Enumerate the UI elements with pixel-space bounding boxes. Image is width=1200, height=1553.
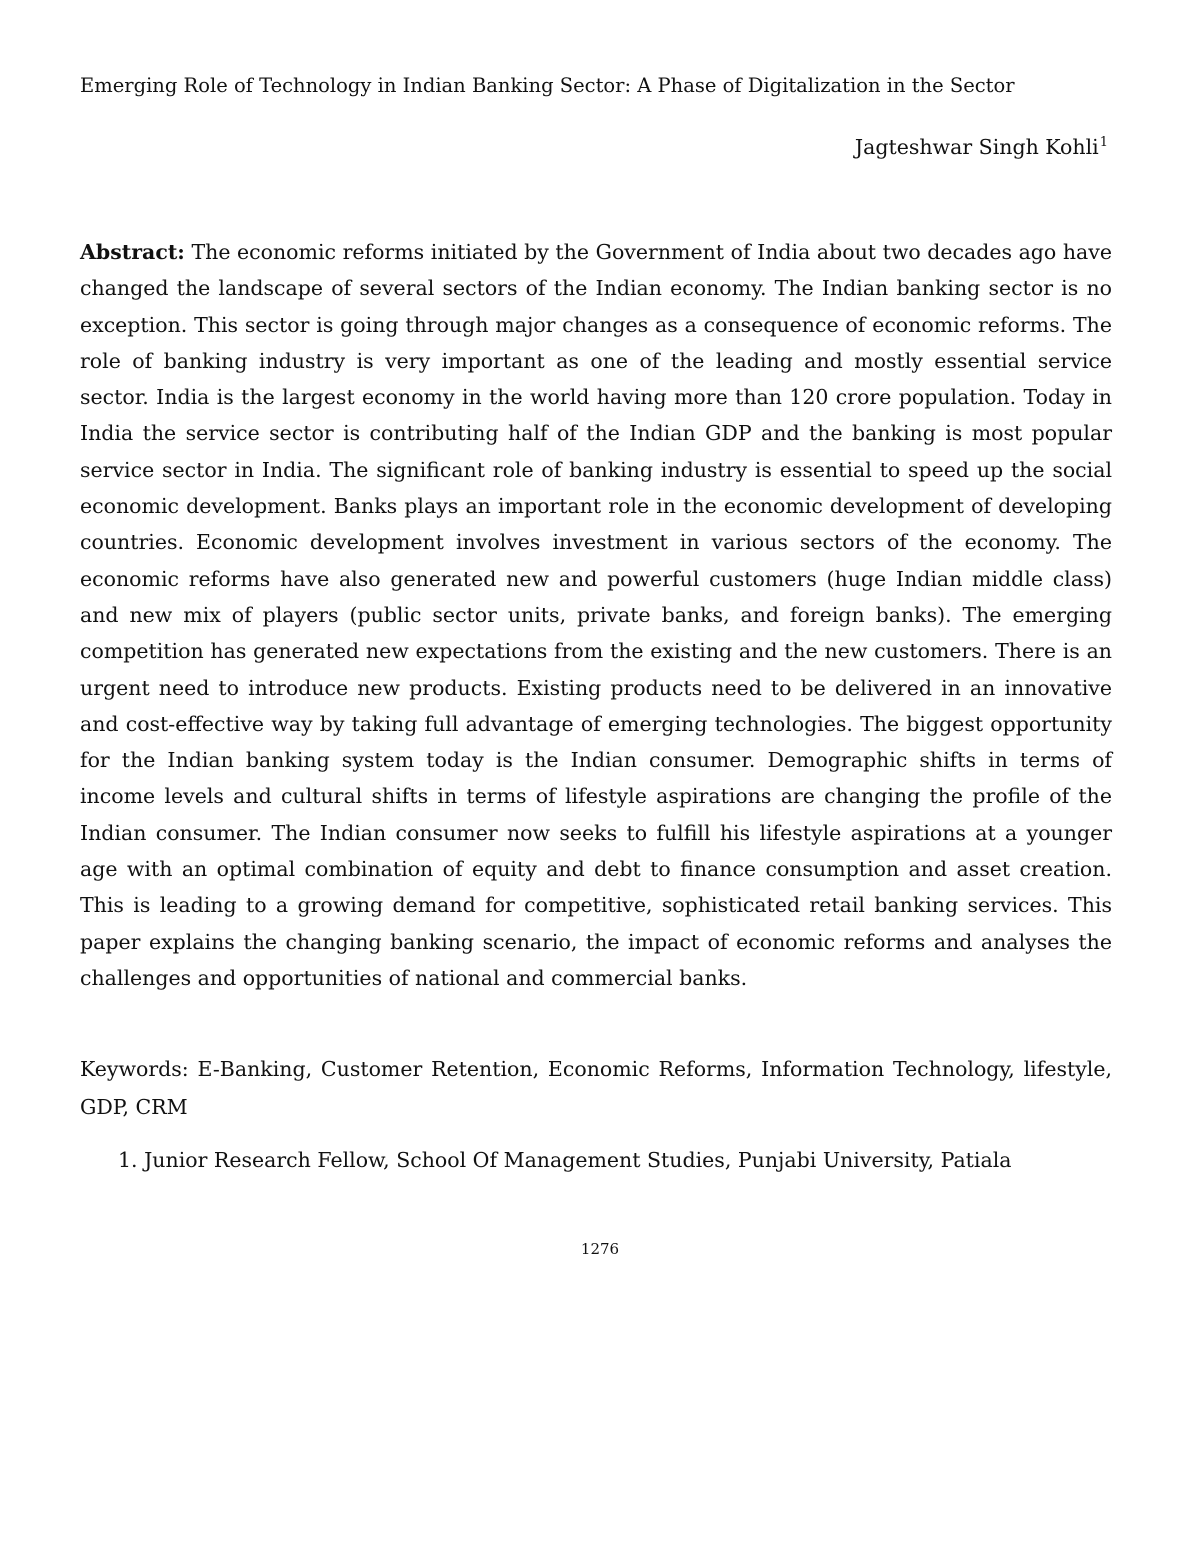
author-line — [855, 132, 1108, 162]
author-footnote-marker: 1 — [1099, 135, 1108, 150]
paper-title: Emerging Role of Technology in Indian Banking Sector: A Phase of Digitalization in the Sector — [80, 74, 1015, 97]
page-number: 1276 — [580, 1240, 620, 1258]
abstract-paragraph — [80, 234, 1112, 996]
keywords-line: Keywords: E-Banking, Customer Retention, Economic Reforms, Information Technology, lifestyle, GDP, CRM — [80, 1057, 1112, 1119]
author-name: Jagteshwar Singh Kohli — [854, 135, 1099, 159]
abstract-label: Abstract: — [80, 240, 185, 264]
author-affiliation-footnote: 1. Junior Research Fellow, School Of Management Studies, Punjabi University, Patiala — [118, 1148, 1012, 1172]
abstract-text: The economic reforms initiated by the Government of India about two decades ago have changed the landscape of several sectors of the Indian economy. The Indian banking sector is no exception. This sector is going through major changes as a consequence of economic reforms. The role of banking industry is very important as one of the leading and mostly essential service sector. India is the largest economy in the world having more than 120 crore population. Today in India the service sector is contributing half of the Indian GDP and the banking is most popular service sector in India. The significant role of banking industry is essential to speed up the social economic development. Banks plays an important role in the economic development of developing countries. Economic development involves investment in various sectors of the economy. The economic reforms have also generated new and powerful customers (huge Indian middle class) and new mix of players (public sector units, private banks, and foreign banks). The emerging competition has generated new expectations from the existing and the new customers. There is an urgent need to introduce new products. Existing products need to be delivered in an innovative and cost-effective way by taking full advantage of emerging technologies. The biggest opportunity for the Indian banking system today is the Indian consumer. Demographic shifts in terms of income levels and cultural shifts in terms of lifestyle aspirations are changing the profile of the Indian consumer. The Indian consumer now seeks to fulfill his lifestyle aspirations at a younger age with an optimal combination of equity and debt to finance consumption and asset creation. This is leading to a growing demand for competitive, sophisticated retail banking services. This paper explains the changing banking scenario, the impact of economic reforms and analyses the challenges and opportunities of national and commercial banks. — [80, 240, 1112, 990]
